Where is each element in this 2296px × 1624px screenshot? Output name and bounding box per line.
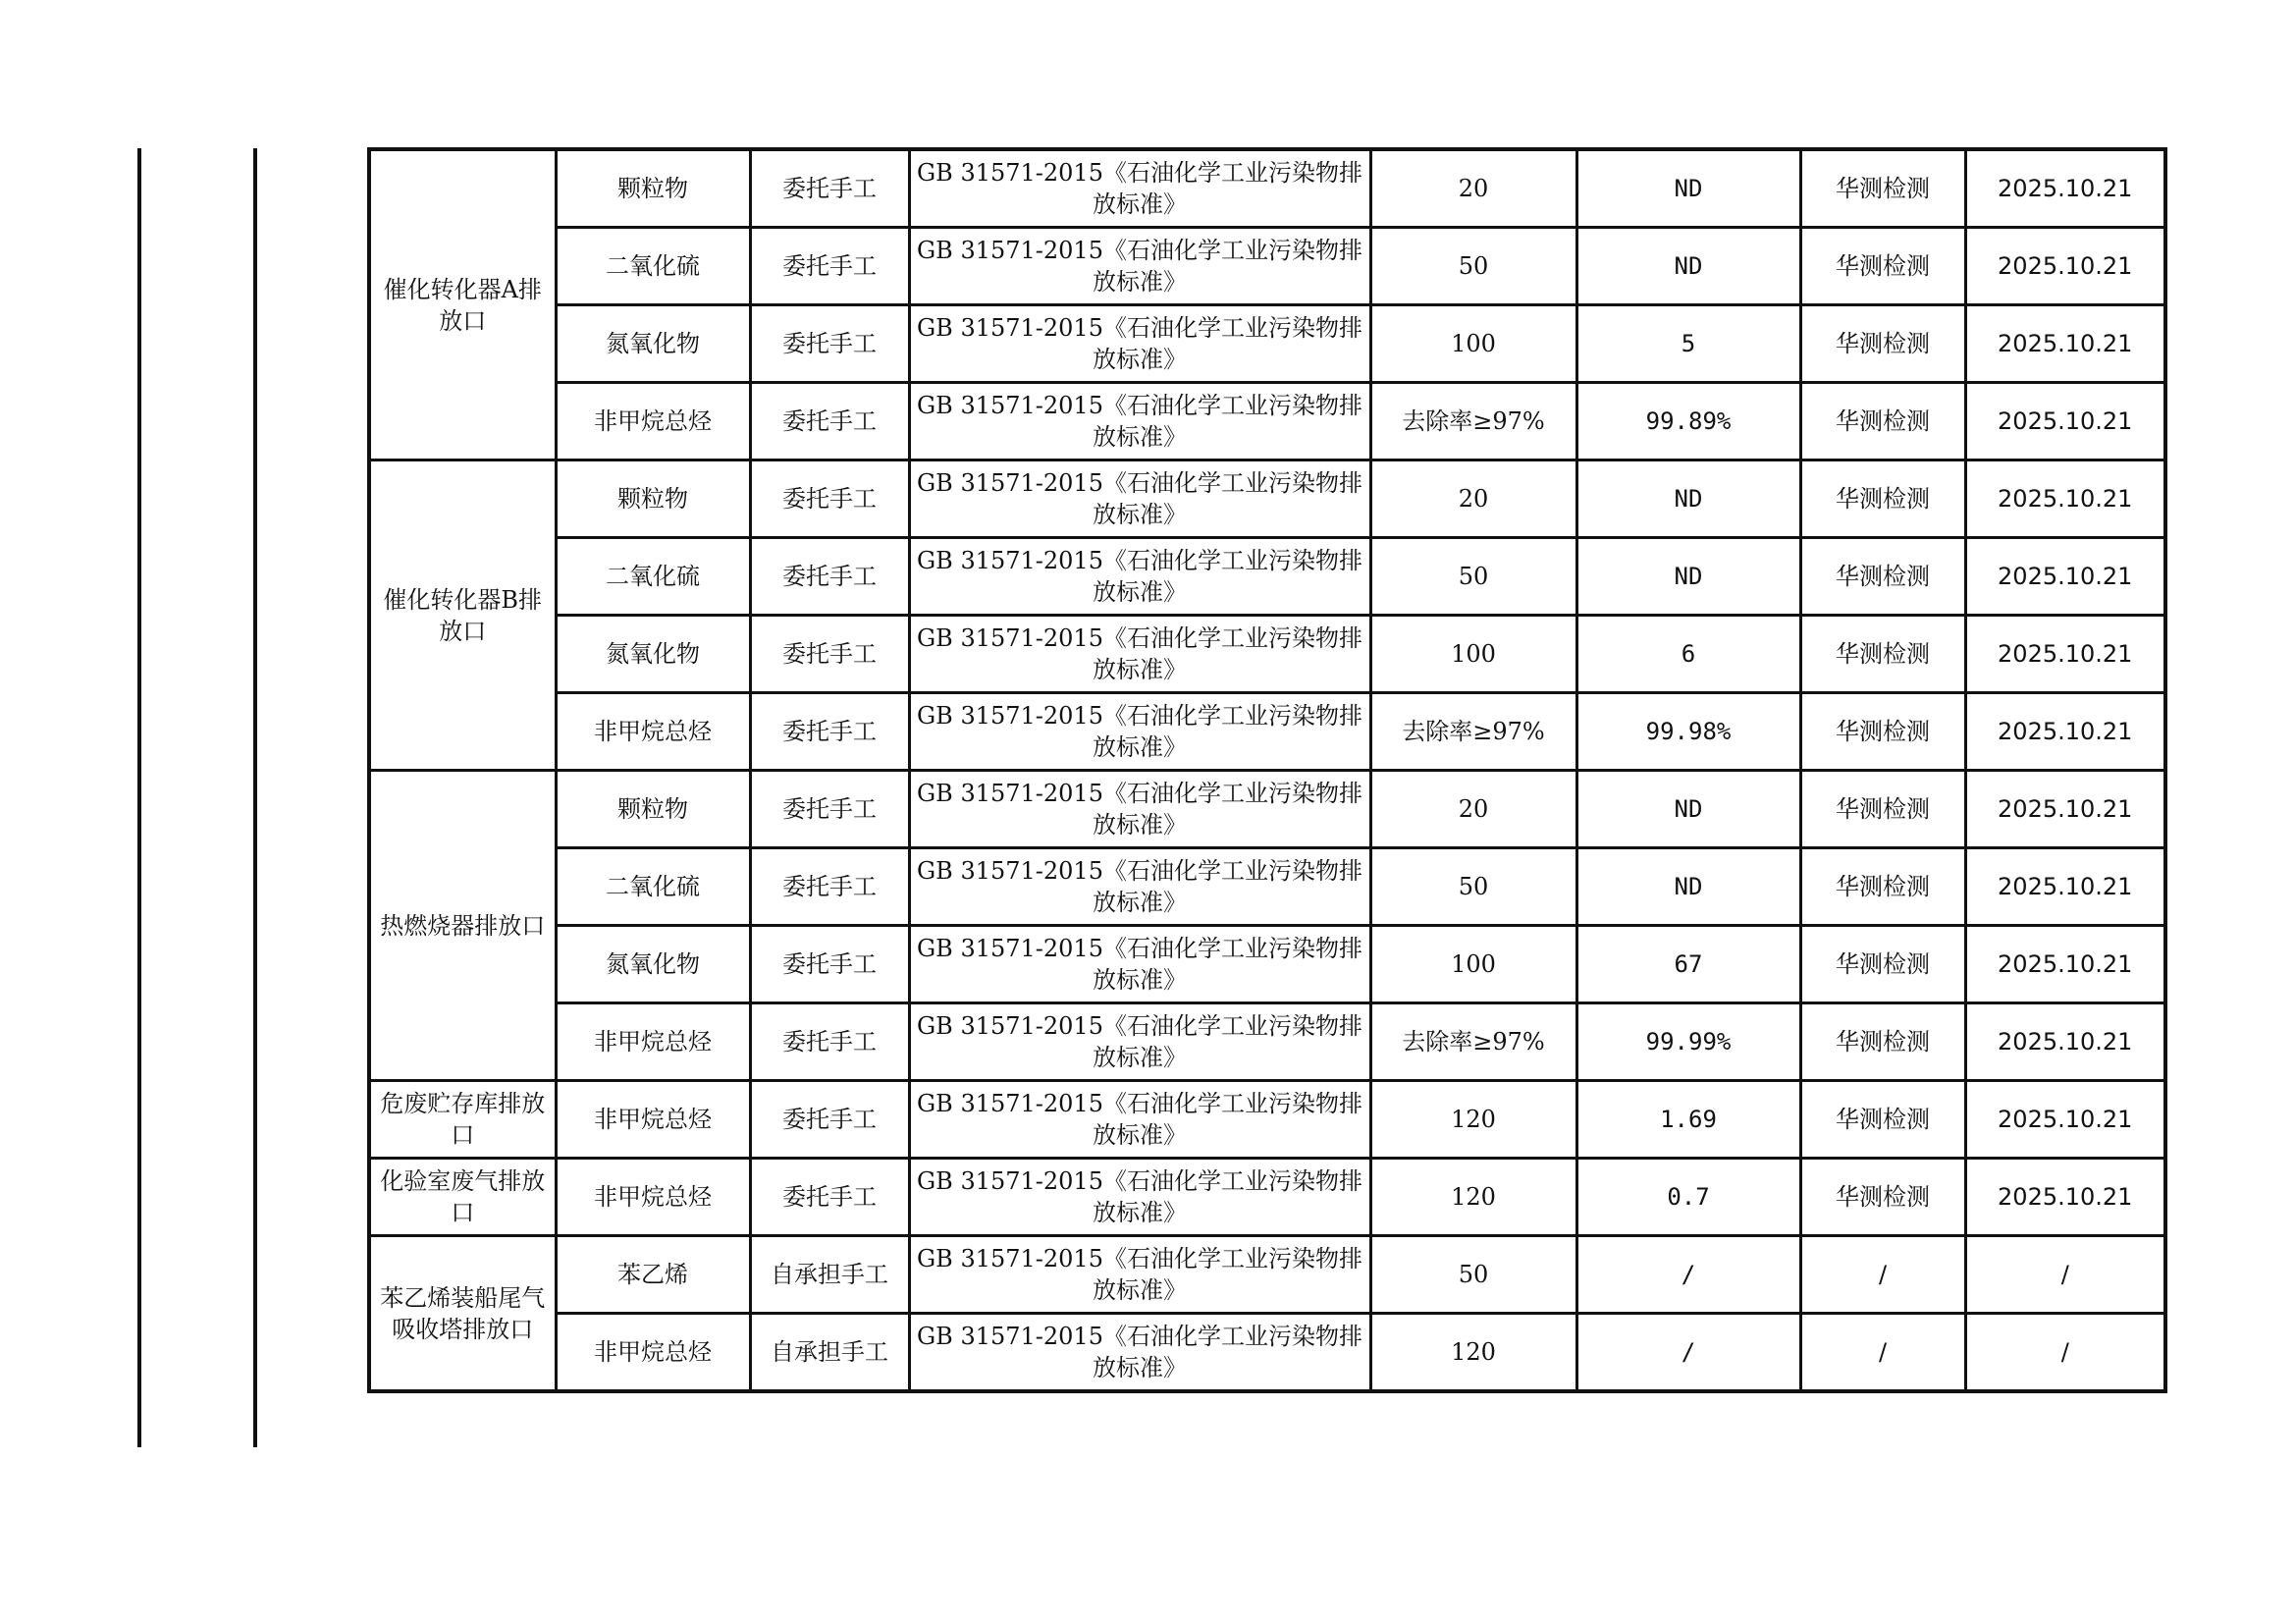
- monitoring-method-cell: 委托手工: [750, 305, 909, 383]
- pollutant-cell: 氮氧化物: [556, 616, 750, 693]
- monitoring-method-cell: 委托手工: [750, 848, 909, 926]
- test-date-cell: 2025.10.21: [1965, 771, 2165, 848]
- limit-value-cell: 20: [1370, 460, 1576, 538]
- pollutant-cell: 非甲烷总烃: [556, 1081, 750, 1159]
- test-date-cell: /: [1965, 1314, 2165, 1392]
- limit-value-cell: 120: [1370, 1314, 1576, 1392]
- testing-agency-cell: 华测检测: [1800, 228, 1965, 305]
- standard-cell: GB 31571-2015《石油化学工业污染物排放标准》: [909, 616, 1370, 693]
- limit-value-cell: 20: [1370, 771, 1576, 848]
- result-cell: ND: [1576, 538, 1800, 616]
- pollutant-cell: 苯乙烯: [556, 1236, 750, 1314]
- standard-cell: GB 31571-2015《石油化学工业污染物排放标准》: [909, 1236, 1370, 1314]
- table-row: [369, 1081, 2165, 1159]
- monitoring-method-cell: 委托手工: [750, 926, 909, 1003]
- monitoring-method-cell: 委托手工: [750, 383, 909, 460]
- result-cell: /: [1576, 1236, 1800, 1314]
- table-row: [369, 1003, 2165, 1081]
- pollutant-cell: 颗粒物: [556, 460, 750, 538]
- pollutant-cell: 二氧化硫: [556, 538, 750, 616]
- monitoring-method-cell: 委托手工: [750, 538, 909, 616]
- monitoring-method-cell: 自承担手工: [750, 1314, 909, 1392]
- limit-value-cell: 120: [1370, 1081, 1576, 1159]
- testing-agency-cell: 华测检测: [1800, 305, 1965, 383]
- limit-value-cell: 50: [1370, 848, 1576, 926]
- outlet-name-cell: 催化转化器B排放口: [369, 460, 556, 771]
- monitoring-method-cell: 委托手工: [750, 460, 909, 538]
- limit-value-cell: 20: [1370, 149, 1576, 228]
- standard-cell: GB 31571-2015《石油化学工业污染物排放标准》: [909, 305, 1370, 383]
- result-cell: 99.99%: [1576, 1003, 1800, 1081]
- limit-value-cell: 50: [1370, 1236, 1576, 1314]
- table-body: [369, 149, 2165, 1391]
- standard-cell: GB 31571-2015《石油化学工业污染物排放标准》: [909, 926, 1370, 1003]
- limit-value-cell: 100: [1370, 616, 1576, 693]
- test-date-cell: 2025.10.21: [1965, 1081, 2165, 1159]
- test-date-cell: /: [1965, 1236, 2165, 1314]
- table-row: [369, 1236, 2165, 1314]
- testing-agency-cell: 华测检测: [1800, 149, 1965, 228]
- pollutant-cell: 非甲烷总烃: [556, 693, 750, 771]
- pollutant-cell: 二氧化硫: [556, 848, 750, 926]
- limit-value-cell: 去除率≥97%: [1370, 383, 1576, 460]
- test-date-cell: 2025.10.21: [1965, 616, 2165, 693]
- result-cell: 67: [1576, 926, 1800, 1003]
- standard-cell: GB 31571-2015《石油化学工业污染物排放标准》: [909, 1314, 1370, 1392]
- result-cell: ND: [1576, 228, 1800, 305]
- monitoring-method-cell: 委托手工: [750, 771, 909, 848]
- standard-cell: GB 31571-2015《石油化学工业污染物排放标准》: [909, 1081, 1370, 1159]
- pollutant-cell: 二氧化硫: [556, 228, 750, 305]
- table-row: [369, 848, 2165, 926]
- monitoring-method-cell: 委托手工: [750, 149, 909, 228]
- testing-agency-cell: 华测检测: [1800, 1159, 1965, 1236]
- left-margin-rule: [137, 148, 141, 1447]
- result-cell: 99.89%: [1576, 383, 1800, 460]
- test-date-cell: 2025.10.21: [1965, 1159, 2165, 1236]
- pollutant-cell: 非甲烷总烃: [556, 1003, 750, 1081]
- table-row: [369, 305, 2165, 383]
- testing-agency-cell: 华测检测: [1800, 1081, 1965, 1159]
- monitoring-method-cell: 委托手工: [750, 228, 909, 305]
- limit-value-cell: 120: [1370, 1159, 1576, 1236]
- test-date-cell: 2025.10.21: [1965, 305, 2165, 383]
- testing-agency-cell: 华测检测: [1800, 926, 1965, 1003]
- testing-agency-cell: 华测检测: [1800, 848, 1965, 926]
- table-row: [369, 460, 2165, 538]
- testing-agency-cell: 华测检测: [1800, 693, 1965, 771]
- monitoring-method-cell: 委托手工: [750, 1081, 909, 1159]
- result-cell: 1.69: [1576, 1081, 1800, 1159]
- test-date-cell: 2025.10.21: [1965, 538, 2165, 616]
- standard-cell: GB 31571-2015《石油化学工业污染物排放标准》: [909, 1003, 1370, 1081]
- result-cell: 5: [1576, 305, 1800, 383]
- pollutant-cell: 非甲烷总烃: [556, 1314, 750, 1392]
- result-cell: 6: [1576, 616, 1800, 693]
- result-cell: 0.7: [1576, 1159, 1800, 1236]
- test-date-cell: 2025.10.21: [1965, 149, 2165, 228]
- monitoring-method-cell: 委托手工: [750, 616, 909, 693]
- testing-agency-cell: /: [1800, 1236, 1965, 1314]
- standard-cell: GB 31571-2015《石油化学工业污染物排放标准》: [909, 460, 1370, 538]
- testing-agency-cell: 华测检测: [1800, 771, 1965, 848]
- result-cell: ND: [1576, 149, 1800, 228]
- standard-cell: GB 31571-2015《石油化学工业污染物排放标准》: [909, 228, 1370, 305]
- standard-cell: GB 31571-2015《石油化学工业污染物排放标准》: [909, 848, 1370, 926]
- pollutant-cell: 非甲烷总烃: [556, 1159, 750, 1236]
- table-row: [369, 616, 2165, 693]
- test-date-cell: 2025.10.21: [1965, 228, 2165, 305]
- table-row: [369, 1159, 2165, 1236]
- table-row: [369, 228, 2165, 305]
- monitoring-method-cell: 委托手工: [750, 693, 909, 771]
- monitoring-method-cell: 委托手工: [750, 1159, 909, 1236]
- test-date-cell: 2025.10.21: [1965, 1003, 2165, 1081]
- pollutant-cell: 氮氧化物: [556, 926, 750, 1003]
- table-row: [369, 771, 2165, 848]
- pollutant-cell: 颗粒物: [556, 771, 750, 848]
- testing-agency-cell: 华测检测: [1800, 1003, 1965, 1081]
- table-row: [369, 383, 2165, 460]
- pollutant-cell: 氮氧化物: [556, 305, 750, 383]
- limit-value-cell: 50: [1370, 228, 1576, 305]
- standard-cell: GB 31571-2015《石油化学工业污染物排放标准》: [909, 383, 1370, 460]
- result-cell: 99.98%: [1576, 693, 1800, 771]
- table-row: [369, 1314, 2165, 1392]
- standard-cell: GB 31571-2015《石油化学工业污染物排放标准》: [909, 538, 1370, 616]
- table-row: [369, 538, 2165, 616]
- test-date-cell: 2025.10.21: [1965, 926, 2165, 1003]
- binding-margin-rule: [253, 148, 257, 1447]
- limit-value-cell: 去除率≥97%: [1370, 1003, 1576, 1081]
- testing-agency-cell: /: [1800, 1314, 1965, 1392]
- standard-cell: GB 31571-2015《石油化学工业污染物排放标准》: [909, 693, 1370, 771]
- testing-agency-cell: 华测检测: [1800, 538, 1965, 616]
- outlet-name-cell: 苯乙烯装船尾气吸收塔排放口: [369, 1236, 556, 1392]
- limit-value-cell: 去除率≥97%: [1370, 693, 1576, 771]
- emission-monitoring-table: [367, 147, 2167, 1393]
- outlet-name-cell: 化验室废气排放口: [369, 1159, 556, 1236]
- standard-cell: GB 31571-2015《石油化学工业污染物排放标准》: [909, 149, 1370, 228]
- result-cell: ND: [1576, 848, 1800, 926]
- limit-value-cell: 100: [1370, 926, 1576, 1003]
- outlet-name-cell: 危废贮存库排放口: [369, 1081, 556, 1159]
- limit-value-cell: 50: [1370, 538, 1576, 616]
- outlet-name-cell: 催化转化器A排放口: [369, 149, 556, 460]
- result-cell: ND: [1576, 460, 1800, 538]
- standard-cell: GB 31571-2015《石油化学工业污染物排放标准》: [909, 1159, 1370, 1236]
- test-date-cell: 2025.10.21: [1965, 848, 2165, 926]
- monitoring-method-cell: 委托手工: [750, 1003, 909, 1081]
- testing-agency-cell: 华测检测: [1800, 616, 1965, 693]
- table-row: [369, 149, 2165, 228]
- test-date-cell: 2025.10.21: [1965, 383, 2165, 460]
- table-row: [369, 693, 2165, 771]
- pollutant-cell: 非甲烷总烃: [556, 383, 750, 460]
- monitoring-method-cell: 自承担手工: [750, 1236, 909, 1314]
- standard-cell: GB 31571-2015《石油化学工业污染物排放标准》: [909, 771, 1370, 848]
- test-date-cell: 2025.10.21: [1965, 693, 2165, 771]
- pollutant-cell: 颗粒物: [556, 149, 750, 228]
- test-date-cell: 2025.10.21: [1965, 460, 2165, 538]
- result-cell: ND: [1576, 771, 1800, 848]
- result-cell: /: [1576, 1314, 1800, 1392]
- testing-agency-cell: 华测检测: [1800, 460, 1965, 538]
- testing-agency-cell: 华测检测: [1800, 383, 1965, 460]
- outlet-name-cell: 热燃烧器排放口: [369, 771, 556, 1081]
- table-row: [369, 926, 2165, 1003]
- limit-value-cell: 100: [1370, 305, 1576, 383]
